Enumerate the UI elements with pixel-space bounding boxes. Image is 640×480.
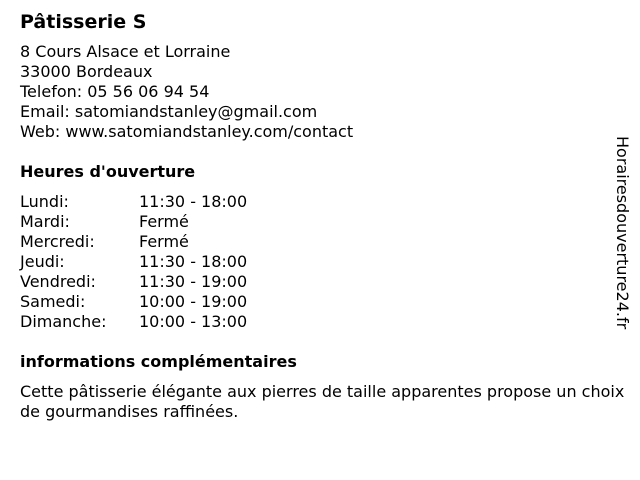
contact-block [20, 42, 620, 142]
day-hours: Fermé [139, 212, 189, 231]
additional-info-heading: informations complémentaires [20, 352, 297, 371]
hours-row-wednesday [20, 232, 620, 252]
hours-row-saturday [20, 292, 620, 312]
day-label: Jeudi: [20, 252, 65, 271]
hours-row-tuesday [20, 212, 620, 232]
opening-hours-heading: Heures d'ouverture [20, 162, 196, 181]
day-label: Mardi: [20, 212, 70, 231]
hours-row-friday [20, 272, 620, 292]
address-line-1: 8 Cours Alsace et Lorraine [20, 42, 231, 61]
day-label: Samedi: [20, 292, 86, 311]
site-watermark [612, 136, 632, 346]
phone-line: Telefon: 05 56 06 94 54 [20, 82, 210, 101]
hours-row-sunday [20, 312, 620, 332]
email-line: Email: satomiandstanley@gmail.com [20, 102, 318, 121]
address-line-2: 33000 Bordeaux [20, 62, 153, 81]
day-label: Lundi: [20, 192, 69, 211]
hours-row-monday [20, 192, 620, 212]
day-hours: 11:30 - 18:00 [139, 252, 248, 271]
day-hours: Fermé [139, 232, 189, 251]
day-label: Dimanche: [20, 312, 107, 331]
watermark-text: Horairesdouverture24.fr [613, 136, 632, 330]
shop-description: Cette pâtisserie élégante aux pierres de taille apparentes propose un choix de gourmandises raffinées. [20, 382, 625, 421]
day-hours: 11:30 - 18:00 [139, 192, 248, 211]
day-label: Mercredi: [20, 232, 95, 251]
day-hours: 10:00 - 19:00 [139, 292, 248, 311]
day-hours: 10:00 - 13:00 [139, 312, 248, 331]
web-line: Web: www.satomiandstanley.com/contact [20, 122, 354, 141]
day-hours: 11:30 - 19:00 [139, 272, 248, 291]
day-label: Vendredi: [20, 272, 96, 291]
shop-name: Pâtisserie S [20, 11, 147, 33]
opening-hours-table [20, 192, 620, 332]
hours-row-thursday [20, 252, 620, 272]
